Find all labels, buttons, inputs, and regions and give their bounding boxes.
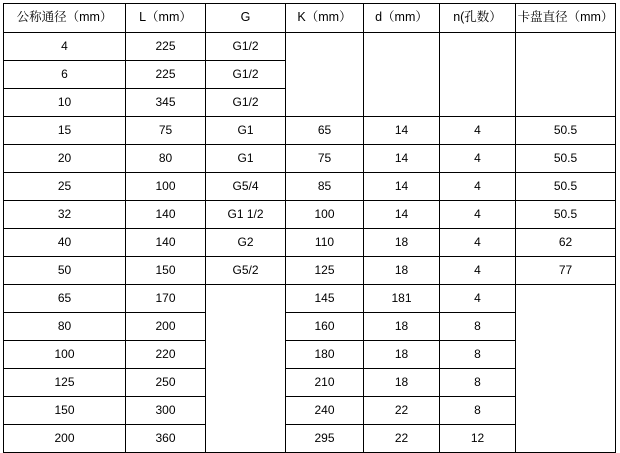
table-row: [4, 369, 616, 397]
cell-n: 8: [440, 341, 516, 369]
cell-k: 295: [286, 425, 364, 453]
specification-table: [3, 3, 616, 453]
table-row: [4, 229, 616, 257]
cell-n: 4: [440, 285, 516, 313]
table-row: [4, 425, 616, 453]
cell-nominal-diameter: 10: [4, 89, 126, 117]
cell-chuck-diameter: 77: [516, 257, 616, 285]
cell-d: 18: [364, 229, 440, 257]
cell-l: 345: [126, 89, 206, 117]
cell-n: 4: [440, 173, 516, 201]
cell-chuck-diameter: [516, 313, 616, 341]
cell-k: 180: [286, 341, 364, 369]
cell-d: 18: [364, 341, 440, 369]
table-row: [4, 285, 616, 313]
cell-k: 160: [286, 313, 364, 341]
cell-k: 100: [286, 201, 364, 229]
cell-l: 225: [126, 61, 206, 89]
table-row: [4, 313, 616, 341]
table-row: [4, 257, 616, 285]
cell-g: G1/2: [206, 33, 286, 61]
column-header-g: G: [206, 4, 286, 33]
cell-chuck-diameter: [516, 89, 616, 117]
cell-l: 75: [126, 117, 206, 145]
cell-l: 150: [126, 257, 206, 285]
cell-nominal-diameter: 32: [4, 201, 126, 229]
cell-g: [206, 341, 286, 369]
cell-d: 18: [364, 313, 440, 341]
cell-n: [440, 33, 516, 61]
cell-g: G5/2: [206, 257, 286, 285]
cell-nominal-diameter: 80: [4, 313, 126, 341]
cell-nominal-diameter: 20: [4, 145, 126, 173]
cell-k: [286, 89, 364, 117]
cell-g: [206, 425, 286, 453]
cell-l: 220: [126, 341, 206, 369]
table-row: [4, 173, 616, 201]
cell-g: [206, 369, 286, 397]
column-header-k: K（mm）: [286, 4, 364, 33]
cell-d: 14: [364, 117, 440, 145]
table-row: [4, 89, 616, 117]
cell-g: G1/2: [206, 61, 286, 89]
cell-n: [440, 61, 516, 89]
cell-chuck-diameter: 62: [516, 229, 616, 257]
cell-k: 65: [286, 117, 364, 145]
cell-d: 18: [364, 369, 440, 397]
cell-d: [364, 33, 440, 61]
cell-l: 300: [126, 397, 206, 425]
table-header-row: [4, 4, 616, 33]
cell-d: 181: [364, 285, 440, 313]
cell-l: 225: [126, 33, 206, 61]
cell-n: 8: [440, 369, 516, 397]
cell-n: 4: [440, 257, 516, 285]
cell-k: 145: [286, 285, 364, 313]
cell-g: G5/4: [206, 173, 286, 201]
cell-nominal-diameter: 200: [4, 425, 126, 453]
column-header-d: d（mm）: [364, 4, 440, 33]
cell-l: 80: [126, 145, 206, 173]
cell-chuck-diameter: 50.5: [516, 117, 616, 145]
column-header-n: n(孔数）: [440, 4, 516, 33]
cell-chuck-diameter: [516, 33, 616, 61]
cell-g: G1 1/2: [206, 201, 286, 229]
table-row: [4, 145, 616, 173]
table-row: [4, 397, 616, 425]
cell-chuck-diameter: 50.5: [516, 201, 616, 229]
cell-d: [364, 61, 440, 89]
cell-g: [206, 313, 286, 341]
table-row: [4, 61, 616, 89]
cell-l: 100: [126, 173, 206, 201]
cell-n: 4: [440, 201, 516, 229]
cell-g: [206, 285, 286, 313]
cell-g: G1: [206, 145, 286, 173]
table-row: [4, 117, 616, 145]
cell-chuck-diameter: 50.5: [516, 173, 616, 201]
cell-d: 14: [364, 201, 440, 229]
cell-chuck-diameter: 50.5: [516, 145, 616, 173]
cell-nominal-diameter: 100: [4, 341, 126, 369]
cell-g: G2: [206, 229, 286, 257]
cell-nominal-diameter: 15: [4, 117, 126, 145]
cell-d: 14: [364, 173, 440, 201]
cell-nominal-diameter: 50: [4, 257, 126, 285]
cell-n: 4: [440, 145, 516, 173]
cell-n: 8: [440, 313, 516, 341]
cell-nominal-diameter: 65: [4, 285, 126, 313]
cell-d: 18: [364, 257, 440, 285]
table-row: [4, 201, 616, 229]
cell-chuck-diameter: [516, 341, 616, 369]
cell-nominal-diameter: 6: [4, 61, 126, 89]
table-row: [4, 341, 616, 369]
cell-n: 4: [440, 117, 516, 145]
cell-l: 360: [126, 425, 206, 453]
cell-n: 8: [440, 397, 516, 425]
cell-n: 12: [440, 425, 516, 453]
cell-n: [440, 89, 516, 117]
cell-nominal-diameter: 4: [4, 33, 126, 61]
cell-k: [286, 33, 364, 61]
cell-d: 14: [364, 145, 440, 173]
cell-g: G1/2: [206, 89, 286, 117]
cell-k: 85: [286, 173, 364, 201]
cell-g: [206, 397, 286, 425]
cell-l: 200: [126, 313, 206, 341]
cell-k: 75: [286, 145, 364, 173]
column-header-l: L（mm）: [126, 4, 206, 33]
column-header-chuck-diameter: 卡盘直径（mm）: [516, 4, 616, 33]
cell-k: 110: [286, 229, 364, 257]
cell-n: 4: [440, 229, 516, 257]
cell-chuck-diameter: [516, 397, 616, 425]
cell-nominal-diameter: 40: [4, 229, 126, 257]
cell-k: 240: [286, 397, 364, 425]
cell-l: 140: [126, 201, 206, 229]
cell-l: 170: [126, 285, 206, 313]
cell-chuck-diameter: [516, 369, 616, 397]
table-row: [4, 33, 616, 61]
cell-d: 22: [364, 425, 440, 453]
cell-k: [286, 61, 364, 89]
cell-k: 210: [286, 369, 364, 397]
cell-k: 125: [286, 257, 364, 285]
cell-l: 140: [126, 229, 206, 257]
cell-chuck-diameter: [516, 285, 616, 313]
cell-chuck-diameter: [516, 425, 616, 453]
cell-g: G1: [206, 117, 286, 145]
cell-d: 22: [364, 397, 440, 425]
cell-d: [364, 89, 440, 117]
cell-nominal-diameter: 150: [4, 397, 126, 425]
cell-chuck-diameter: [516, 61, 616, 89]
cell-nominal-diameter: 25: [4, 173, 126, 201]
cell-nominal-diameter: 125: [4, 369, 126, 397]
column-header-nominal-diameter: 公称通径（mm）: [4, 4, 126, 33]
cell-l: 250: [126, 369, 206, 397]
